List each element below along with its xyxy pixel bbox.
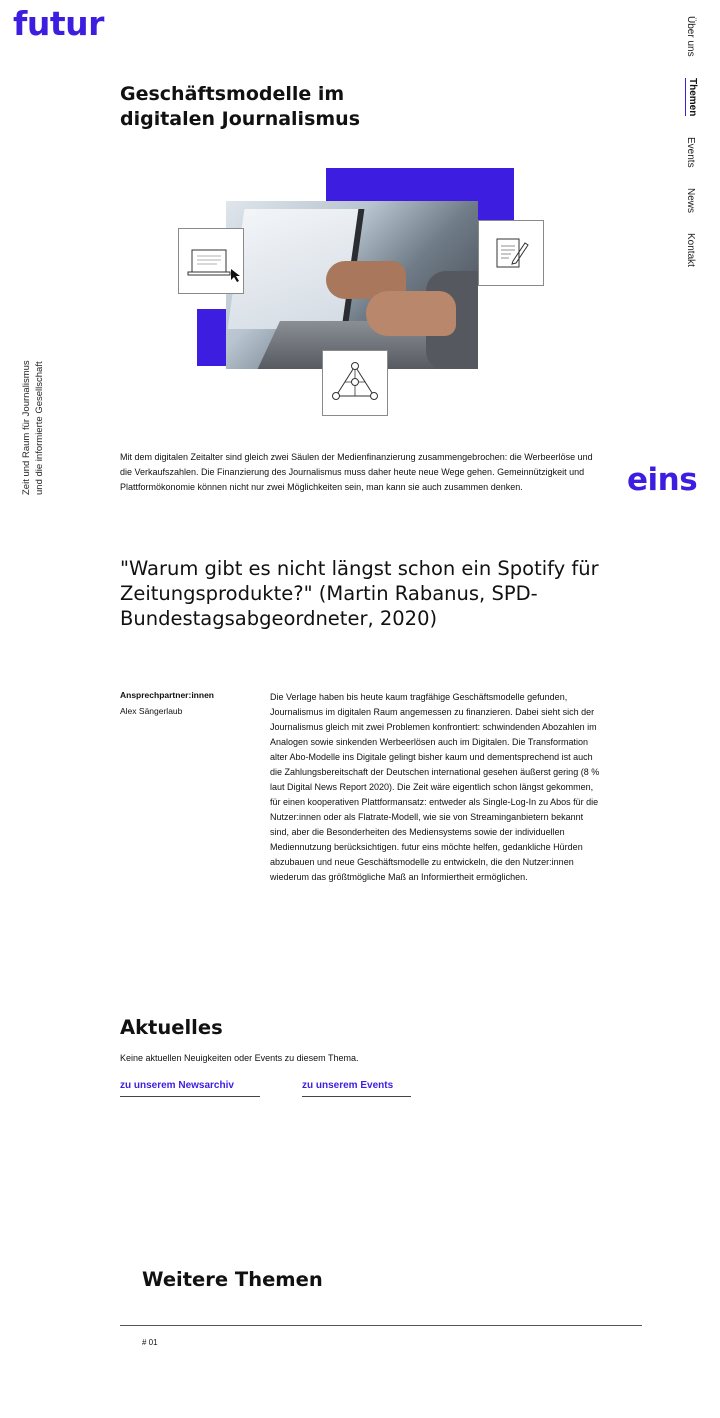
article-body: Die Verlage haben bis heute kaum tragfähige Geschäftsmodelle gefunden, Journalismus im digitalen Raum angemessen zu finanzieren. Dabei sieht sich der Journalismus gleich mit zwei Problemen konfrontiert: schwindenden Abozahlen im Analogen sowie sinkenden Werbeerlösen auch im Digitalen. Die Transformation alter Abo-Modelle ins Digitale gelingt bisher kaum und dementsprechend ist auch die Zahlungsbereitschaft der Deutschen international gesehen äußerst gering (8 % laut Digital News Report 2020). Die Zeit wäre eigentlich schon längst gekommen, für einen kooperativen Plattformansatz: entweder als Single-Log-In zu Abos für die Nutzer:innen oder als Flatrate-Modell, wie sie von Streaminganbietern bekannt sind, aber die Besonderheiten des Mediensystems sowie der individuellen Mediennutzung berücksichtigen. futur eins möchte helfen, gedankliche Hürden abzubauen und neue Geschäftsmodelle zu entwickeln, die den Nutzer:innen wiederum das größtmögliche Maß an Informiertheit ermöglichen. [270,692,600,882]
eins-logo: eins [627,462,698,498]
nav-item-themen[interactable]: Themen [687,78,698,117]
main-nav [685,0,705,300]
laptop-icon-card [178,228,244,294]
weitere-themen-heading: Weitere Themen [142,1268,323,1291]
pull-quote: "Warum gibt es nicht längst schon ein Spotify für Zeitungsprodukte?" (Martin Rabanus, SPD-Bundestagsabgeordneter, 2020) [120,557,599,630]
document-edit-icon [491,233,531,273]
nav-item-ueber-uns[interactable]: Über uns [685,16,696,57]
aktuelles-empty-note: Keine aktuellen Neuigkeiten oder Events zu diesem Thema. [120,1053,359,1063]
page-title: Geschäftsmodelle im digitalen Journalismus [120,83,361,130]
divider [120,1325,642,1326]
nav-item-news[interactable]: News [685,188,696,214]
nav-item-kontakt[interactable]: Kontakt [685,233,696,267]
newsarchiv-link[interactable]: zu unserem Newsarchiv [120,1080,260,1097]
tagline-line-1: Zeit und Raum für Journalismus [21,360,32,495]
network-diagram-icon [328,360,382,406]
aktuelles-heading: Aktuelles [120,1016,223,1039]
intro-paragraph: Mit dem digitalen Zeitalter sind gleich zwei Säulen der Medienfinanzierung zusammengebrochen: die Werbeerlöse und die Verkaufszahlen. Die Finanzierung des Journalismus muss daher heute neue Wege gehen. Gemeinnützigkeit und Plattformökonomie können nicht nur zwei Möglichkeiten sein, man kann sie auch zusammen denken. [120,452,593,492]
contact-name: Alex Sängerlaub [120,706,183,716]
laptop-icon [182,236,240,286]
document-edit-icon-card [478,220,544,286]
side-tagline [20,330,50,495]
futur-logo[interactable]: futur [13,4,104,43]
events-link[interactable]: zu unserem Events [302,1080,411,1097]
contact-label: Ansprechpartner:innen [120,690,214,700]
tagline-line-2: und die informierte Gesellschaft [34,361,45,495]
laptop-typing-photo [226,201,478,369]
nav-item-events[interactable]: Events [685,137,696,168]
network-diagram-icon-card [322,350,388,416]
theme-item-number[interactable]: # 01 [142,1338,158,1347]
